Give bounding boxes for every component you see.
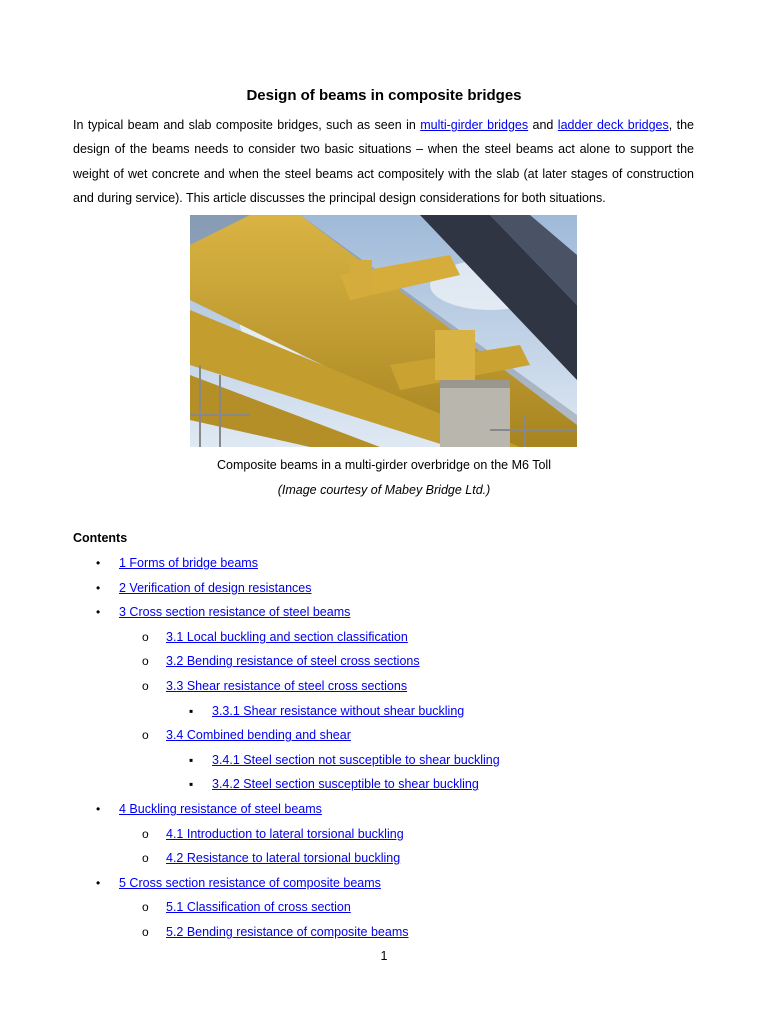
- toc-bullet: o: [142, 826, 149, 841]
- intro-paragraph: [73, 113, 694, 211]
- toc-link[interactable]: 3.3 Shear resistance of steel cross sections: [166, 679, 408, 693]
- figure-credit: (Image courtesy of Mabey Bridge Ltd.): [277, 483, 491, 497]
- ladder-deck-bridges-link[interactable]: ladder deck bridges: [557, 118, 669, 132]
- intro-text: and: [528, 118, 558, 132]
- toc-bullet: o: [142, 925, 149, 939]
- toc-bullet: •: [96, 605, 101, 620]
- toc-bullet: o: [142, 851, 149, 866]
- toc-bullet: •: [96, 580, 101, 595]
- toc-bullet: •: [96, 556, 101, 570]
- toc-link[interactable]: 4 Buckling resistance of steel beams: [119, 802, 322, 816]
- toc-link[interactable]: 3.4.1 Steel section not susceptible to shear buckling: [212, 752, 500, 767]
- figure-caption: Composite beams in a multi-girder overbridge on the M6 Toll: [217, 458, 551, 472]
- page-number: 1: [380, 949, 388, 963]
- toc-bullet: o: [142, 728, 149, 743]
- toc-link[interactable]: 3.1 Local buckling and section classification: [166, 629, 408, 644]
- toc-bullet: o: [142, 629, 149, 644]
- toc-link[interactable]: 3.4.2 Steel section susceptible to shear buckling: [212, 777, 479, 792]
- toc-bullet: •: [96, 875, 101, 890]
- toc-link[interactable]: 3.2 Bending resistance of steel cross sections: [166, 654, 420, 669]
- bridge-photo: [190, 215, 577, 447]
- toc-link[interactable]: 5 Cross section resistance of composite beams: [119, 875, 381, 890]
- toc-bullet: o: [142, 654, 149, 669]
- toc-bullet: o: [142, 900, 149, 915]
- toc-bullet: ▪: [189, 752, 194, 767]
- toc-bullet: ▪: [189, 777, 194, 792]
- toc-bullet: o: [142, 679, 149, 693]
- contents-heading: Contents: [73, 531, 128, 545]
- toc-link[interactable]: 5.1 Classification of cross section: [166, 900, 351, 915]
- document-title: Design of beams in composite bridges: [246, 87, 522, 104]
- toc-link[interactable]: 4.1 Introduction to lateral torsional buckling: [166, 826, 404, 841]
- toc-bullet: •: [96, 802, 101, 816]
- toc-link[interactable]: 5.2 Bending resistance of composite beams: [166, 925, 409, 939]
- intro-text: In typical beam and slab composite bridges, such as seen in: [73, 118, 421, 132]
- toc-link[interactable]: 3.3.1 Shear resistance without shear buckling: [212, 703, 465, 718]
- toc-link[interactable]: 3.4 Combined bending and shear: [166, 728, 351, 743]
- toc-link[interactable]: 1 Forms of bridge beams: [119, 556, 258, 570]
- multi-girder-bridges-link[interactable]: multi-girder bridges: [420, 118, 529, 132]
- toc-bullet: ▪: [189, 703, 194, 718]
- toc-link[interactable]: 2 Verification of design resistances: [119, 580, 312, 595]
- intro-text: , the design of the beams needs to consider two basic situations – when the steel beams act alone to support the weight of wet concrete and when the steel beams act compositely with the slab (at later stages of construction and during service). This article discusses the principal design considerations for both situations.: [73, 118, 694, 206]
- toc-link[interactable]: 4.2 Resistance to lateral torsional buckling: [166, 851, 401, 866]
- toc-link[interactable]: 3 Cross section resistance of steel beams: [119, 605, 351, 620]
